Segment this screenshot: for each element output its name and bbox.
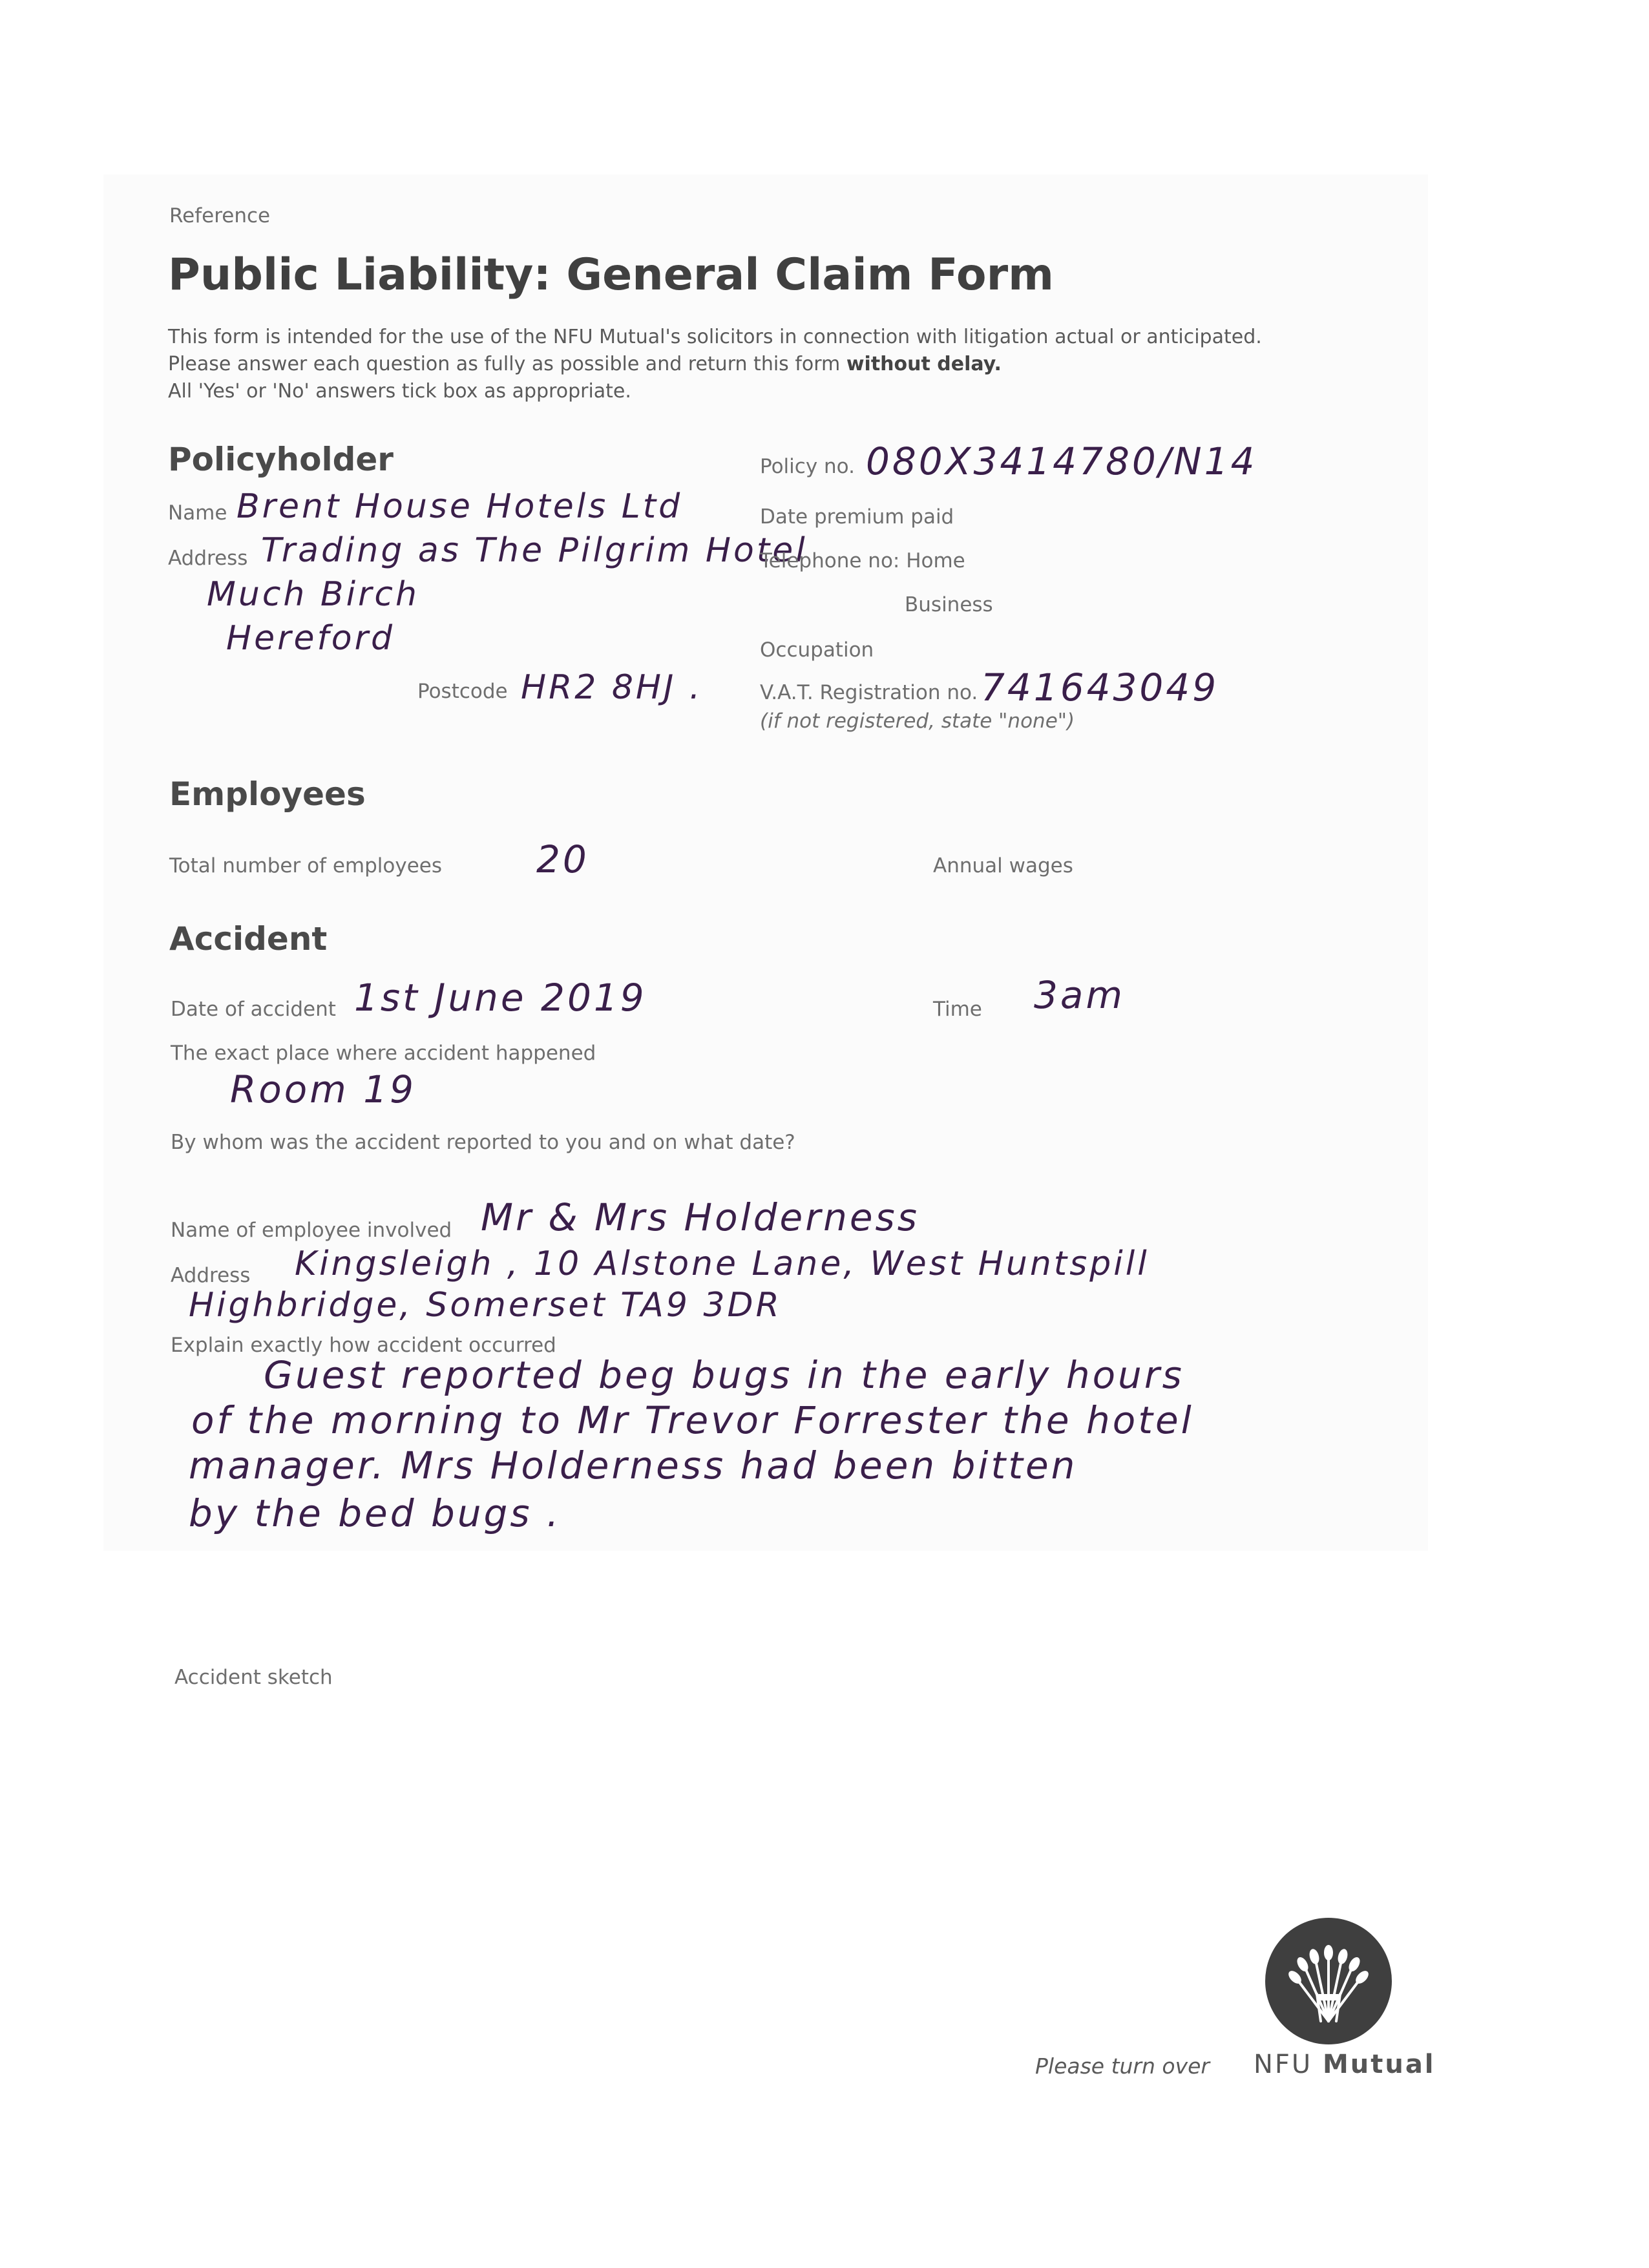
accident-place-field[interactable]: Room 19 [230,1067,417,1111]
telephone-business-label: Business [905,593,993,616]
brand-suffix: Mutual [1322,2050,1436,2079]
address-label: Address [168,547,248,570]
explain-line-3[interactable]: manager. Mrs Holderness had been bitten [189,1444,1078,1487]
vat-note: (if not registered, state "none") [760,709,1075,733]
address-line-3[interactable]: Hereford [226,619,395,658]
employees-heading: Employees [169,775,366,813]
accident-place-label: The exact place where accident happened [171,1042,596,1065]
explain-line-1[interactable]: Guest reported beg bugs in the early hours [264,1353,1184,1397]
explain-line-2[interactable]: of the morning to Mr Trevor Forrester the hotel [191,1398,1194,1442]
wheat-sheaf-icon [1265,1918,1392,2044]
intro-line-2-text: Please answer each question as fully as possible and return this form [168,353,841,375]
accident-date-label: Date of accident [171,998,336,1021]
accident-sketch-area[interactable] [168,1699,1422,1893]
employee-address-line-2[interactable]: Highbridge, Somerset TA9 3DR [189,1286,782,1325]
total-employees-field[interactable]: 20 [536,837,589,881]
employee-address-line-1[interactable]: Kingsleigh , 10 Alstone Lane, West Huntspill [295,1244,1150,1283]
policy-no-field[interactable]: 080X3414780/N14 [866,439,1257,483]
employee-address-label: Address [171,1264,251,1287]
intro-emphasis: without delay. [846,353,1002,375]
name-label: Name [168,501,227,525]
policyholder-heading: Policyholder [168,441,394,478]
accident-heading: Accident [169,920,328,958]
accident-time-field[interactable]: 3am [1034,973,1125,1017]
nfu-mutual-logo [1265,1918,1392,2044]
accident-sketch-label: Accident sketch [174,1666,333,1689]
vat-field[interactable]: 741643049 [981,666,1219,709]
occupation-label: Occupation [760,638,874,662]
vat-label: V.A.T. Registration no. [760,681,978,704]
intro-line-2 [168,353,1002,375]
please-turn-over: Please turn over [1035,2053,1210,2079]
name-field[interactable]: Brent House Hotels Ltd [236,487,683,526]
address-line-2[interactable]: Much Birch [207,575,419,614]
telephone-home-label: Telephone no: Home [760,549,965,572]
employee-involved-field[interactable]: Mr & Mrs Holderness [481,1195,919,1239]
accident-time-label: Time [933,998,982,1021]
brand-prefix: NFU [1254,2050,1313,2079]
reference-label: Reference [169,204,271,227]
explain-label: Explain exactly how accident occurred [171,1334,556,1357]
annual-wages-label: Annual wages [933,854,1073,877]
postcode-label: Postcode [417,680,508,703]
policy-no-label: Policy no. [760,455,855,478]
nfu-mutual-wordmark [1254,2050,1436,2079]
reported-by-label: By whom was the accident reported to you and on what date? [171,1131,795,1154]
employee-involved-label: Name of employee involved [171,1219,452,1242]
intro-line-1: This form is intended for the use of the NFU Mutual's solicitors in connection with litigation actual or anticipated. [168,326,1262,348]
date-premium-label: Date premium paid [760,505,954,529]
explain-line-4[interactable]: by the bed bugs . [189,1491,562,1535]
total-employees-label: Total number of employees [169,854,442,877]
address-line-1[interactable]: Trading as The Pilgrim Hotel [261,531,808,570]
postcode-field[interactable]: HR2 8HJ . [521,668,703,707]
intro-line-3: All 'Yes' or 'No' answers tick box as appropriate. [168,380,631,403]
form-title: Public Liability: General Claim Form [168,249,1054,300]
accident-date-field[interactable]: 1st June 2019 [354,976,647,1020]
